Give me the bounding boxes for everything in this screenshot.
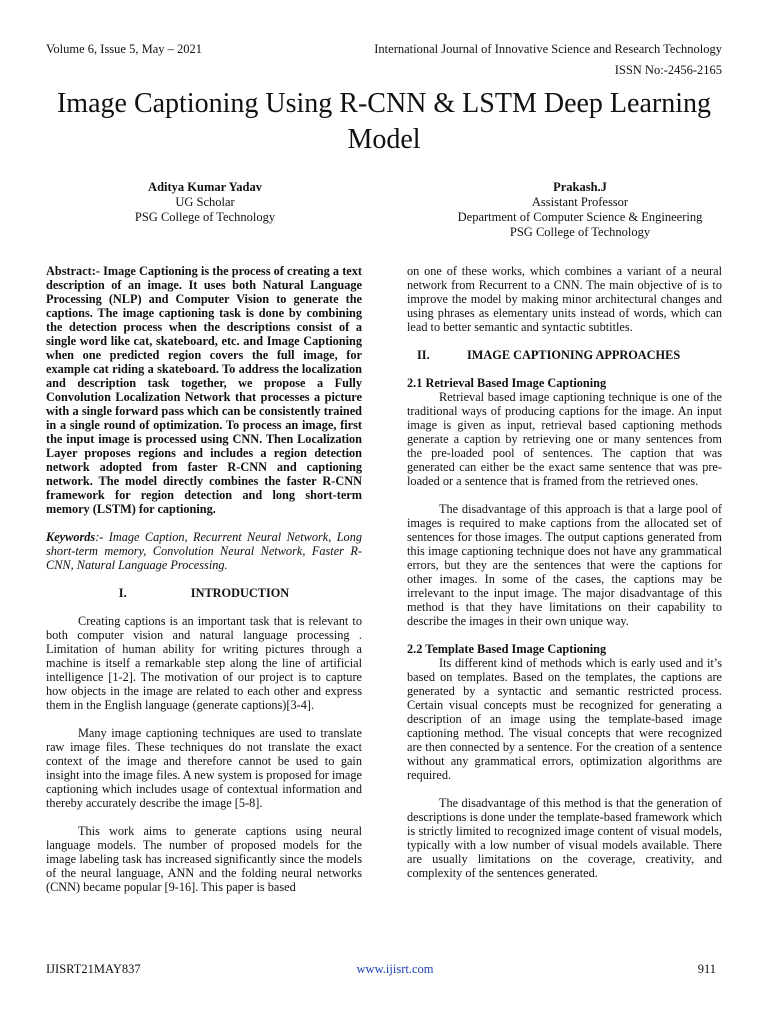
section-title: INTRODUCTION [190, 586, 290, 600]
paragraph: Many image captioning techniques are used to translate raw image files. These techniques do not translate the exact context of the image and therefore cannot be used to gain insight into the image files. A new system is proposed for image captioning which includes usage of contextual information and thereby accurately describe the image [5-8]. [46, 726, 362, 810]
paragraph: Creating captions is an important task that is relevant to both computer vision and natural language processing . Limitation of human ability for writing pictures through a machine is itself a remarkable step along the line of artificial intelligence [1-2]. The motivation of our project is to capture how objects in the image are related to each other and express them in the English language (generate captions)[3-4]. [46, 614, 362, 712]
author-block-1 [90, 180, 320, 225]
author-name: Prakash.J [553, 180, 607, 194]
left-column [46, 264, 362, 894]
footer-url[interactable]: www.ijisrt.com [356, 962, 434, 976]
paragraph: on one of these works, which combines a variant of a neural network from Recurrent to a CNN. The main objective of is to improve the model by making minor architectural changes and using phrases as elementary units instead of words, which can lead to better semantic and syntactic subtitles. [407, 264, 722, 334]
keywords-label: Keywords [46, 530, 96, 544]
paragraph: This work aims to generate captions using neural language models. The number of proposed models for the image labeling task has increased significantly since the models of the neural language, ANN and the folding neural networks (CNN) became popular [9-16]. This paper is based [46, 824, 362, 894]
paper-title: Image Captioning Using R-CNN & LSTM Deep Learning Model [56, 88, 711, 155]
author-affiliation: PSG College of Technology [134, 210, 276, 224]
section-heading-introduction [46, 586, 362, 600]
footer-code: IJISRT21MAY837 [46, 962, 141, 976]
subsection-heading: 2.1 Retrieval Based Image Captioning [407, 376, 607, 390]
section-title: IMAGE CAPTIONING APPROACHES [467, 348, 681, 362]
page-number: 911 [697, 962, 716, 976]
author-role: Assistant Professor [531, 195, 629, 209]
header-issn: ISSN No:-2456-2165 [614, 63, 722, 77]
author-role: UG Scholar [175, 195, 235, 209]
author-name: Aditya Kumar Yadav [148, 180, 262, 194]
author-department: Department of Computer Science & Engineering [457, 210, 703, 224]
keywords [46, 530, 362, 572]
abstract: Abstract:- Image Captioning is the process of creating a text description of an image. It uses both Natural Language Processing (NLP) and Computer Vision to generate the captions. The image captioning task is done by combining the detection process when the descriptions consist of a single word like cat, skateboard, etc. and Image Captioning when one predicted region covers the full image, for example cat riding a skateboard. To address the localization and description task together, we propose a Fully Convolution Localization Network that processes a picture with a single forward pass which can be consistently trained in a single round of optimization. To process an image, first the input image is processed using CNN. Then Localization Layer proposes regions and includes a region detection network adopted from faster R-CNN and captioning network. The model directly combines the faster R-CNN framework for region detection and long short-term memory (LSTM) for captioning. [46, 264, 362, 516]
paragraph: Its different kind of methods which is early used and it’s based on templates. Based on the templates, the captions are generated by a syntactic and semantic restricted process. Certain visual concepts must be recognized for generating a description of an image using the template-based image captioning method. The visual concepts that were recognized are then connected by a sentence. For the creation of a sentence without any grammatical errors, optimization algorithms are required. [407, 656, 722, 782]
section-number: II. [417, 348, 430, 362]
author-affiliation: PSG College of Technology [509, 225, 651, 239]
subsection-heading: 2.2 Template Based Image Captioning [407, 642, 607, 656]
paragraph: The disadvantage of this method is that the generation of descriptions is done under the template-based framework which is strictly limited to recognized image content of visual models, typically with a low number of visual models available. There are usually limitations on the coverage, creativity, and complexity of the sentences generated. [407, 796, 722, 880]
section-heading-approaches [407, 348, 722, 362]
paragraph: Retrieval based image captioning technique is one of the traditional ways of producing captions for the image. An input image is given as input, retrieval based captioning methods generate a caption by retrieving one or many sentences from the pre-loaded pool of sentences. The caption that was generated can either be the exact same sentence that was pre-loaded or a sentence that is framed from the retrieved ones. [407, 390, 722, 488]
header-journal: International Journal of Innovative Science and Research Technology [374, 42, 722, 56]
paragraph: The disadvantage of this approach is that a large pool of images is required to make captions from the allocated set of sentences for those images. The output captions generated from this image captioning technique does not have any grammatical errors, but they are the sentences that were the captions for other images. In some of the cases, the captions may be irrelevant to the input image. The major disadvantage of this method is that they have limitations on their capability to describe the images in their own unique way. [407, 502, 722, 628]
author-block-2 [420, 180, 740, 240]
header-volume: Volume 6, Issue 5, May – 2021 [46, 42, 203, 56]
keywords-text: :- Image Caption, Recurrent Neural Network, Long short-term memory, Convolution Neural Network, Faster R-CNN, Natural Language Processing. [46, 530, 362, 572]
section-number: I. [118, 586, 127, 600]
right-column [407, 264, 722, 880]
